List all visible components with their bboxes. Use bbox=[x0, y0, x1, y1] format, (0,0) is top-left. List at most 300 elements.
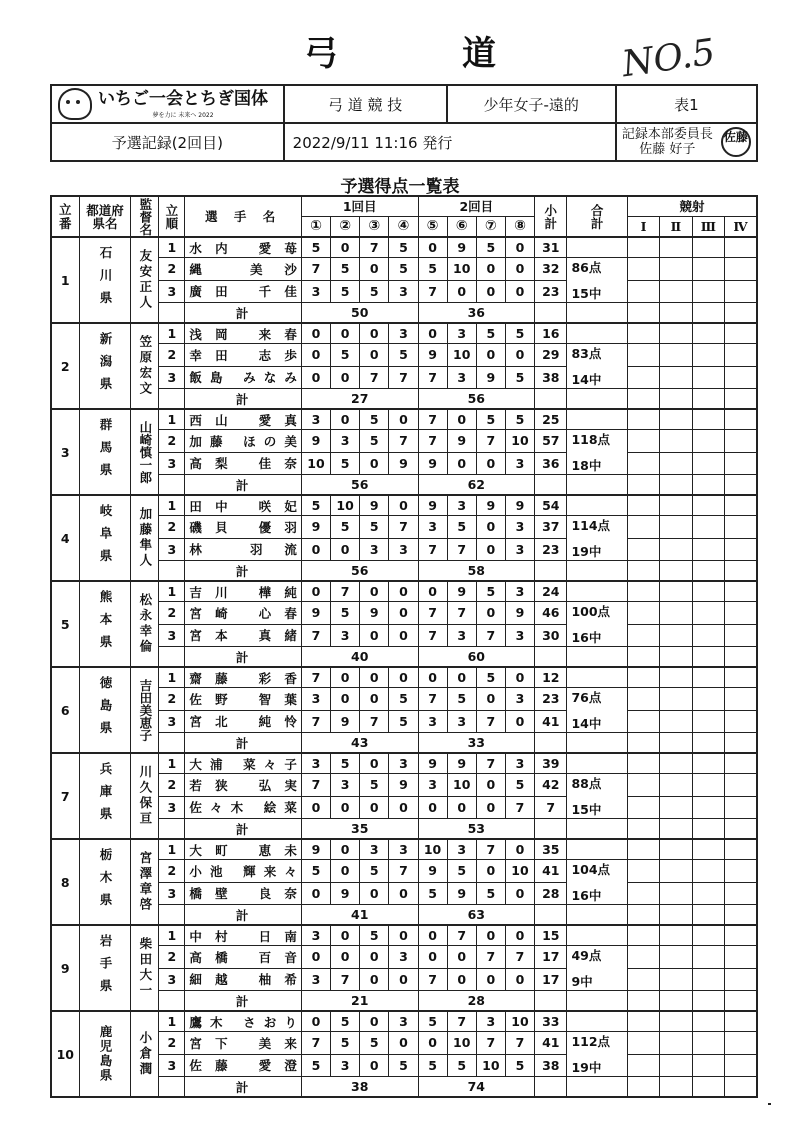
shot-score: 3 bbox=[389, 323, 418, 344]
player-order: 2 bbox=[159, 946, 185, 969]
shootoff-cell bbox=[725, 323, 757, 344]
shootoff-cell bbox=[660, 452, 692, 475]
shot-score: 9 bbox=[447, 237, 476, 258]
player-name: 佐野 智葉 bbox=[185, 688, 302, 711]
shot-score: 3 bbox=[505, 688, 534, 711]
shot-score: 0 bbox=[360, 796, 389, 819]
coach-name bbox=[131, 925, 159, 1011]
shot-score: 3 bbox=[301, 925, 330, 946]
team-total: 118点 bbox=[571, 432, 611, 447]
shootoff-cell bbox=[725, 475, 757, 496]
shootoff-cell bbox=[725, 538, 757, 561]
shot-score: 7 bbox=[389, 516, 418, 539]
shot-score: 3 bbox=[331, 774, 360, 797]
team-hits: 9中 bbox=[571, 974, 593, 989]
shootoff-cell bbox=[692, 258, 724, 281]
logo-cell bbox=[51, 85, 284, 123]
shot-score: 7 bbox=[476, 753, 505, 774]
shot-score: 0 bbox=[360, 452, 389, 475]
shootoff-cell bbox=[627, 581, 659, 602]
shot-score: 3 bbox=[389, 753, 418, 774]
prefecture-name-text: 岐阜県 bbox=[97, 504, 113, 572]
round2-sum: 36 bbox=[418, 303, 535, 324]
col-header-subtotal: 小計 bbox=[535, 196, 567, 237]
team-hits: 19中 bbox=[571, 544, 602, 559]
team-number: 3 bbox=[51, 409, 79, 495]
team-total-cell bbox=[567, 774, 627, 819]
shot-score: 5 bbox=[447, 688, 476, 711]
team-hits: 18中 bbox=[571, 458, 602, 473]
prefecture-name bbox=[79, 667, 131, 753]
team-total-blank bbox=[567, 753, 627, 774]
player-name: 吉川 樺純 bbox=[185, 581, 302, 602]
player-name: 西山 愛真 bbox=[185, 409, 302, 430]
shot-score: 7 bbox=[476, 839, 505, 860]
shot-score: 10 bbox=[447, 344, 476, 367]
shot-score: 0 bbox=[505, 882, 534, 905]
shot-score: 3 bbox=[389, 946, 418, 969]
shot-score: 3 bbox=[389, 280, 418, 303]
shot-score: 0 bbox=[301, 344, 330, 367]
shootoff-cell bbox=[660, 409, 692, 430]
sum-subtotal-blank bbox=[535, 475, 567, 496]
shootoff-cell bbox=[692, 430, 724, 453]
shootoff-header-2: Ⅱ bbox=[660, 217, 692, 238]
col-header-round1: 1回目 bbox=[301, 196, 418, 217]
shootoff-cell bbox=[692, 475, 724, 496]
shot-score: 9 bbox=[301, 430, 330, 453]
shootoff-cell bbox=[725, 237, 757, 258]
shot-score: 5 bbox=[418, 882, 447, 905]
player-subtotal: 39 bbox=[535, 753, 567, 774]
sum-order-blank bbox=[159, 303, 185, 324]
shootoff-cell bbox=[725, 602, 757, 625]
team-total: 104点 bbox=[571, 862, 611, 877]
prefecture-name-text: 新潟県 bbox=[97, 332, 113, 400]
sum-label: 計 bbox=[185, 819, 302, 840]
shootoff-cell bbox=[627, 733, 659, 754]
team-number: 5 bbox=[51, 581, 79, 667]
shot-score: 7 bbox=[447, 925, 476, 946]
shot-score: 7 bbox=[505, 946, 534, 969]
title-char-2: 道 bbox=[462, 34, 496, 74]
player-subtotal: 23 bbox=[535, 538, 567, 561]
shootoff-cell bbox=[660, 968, 692, 991]
shot-score: 0 bbox=[389, 409, 418, 430]
player-order: 2 bbox=[159, 774, 185, 797]
sum-total-blank bbox=[567, 1077, 627, 1098]
shot-score: 3 bbox=[447, 495, 476, 516]
sum-order-blank bbox=[159, 991, 185, 1012]
sum-order-blank bbox=[159, 475, 185, 496]
shootoff-cell bbox=[692, 667, 724, 688]
player-name: 若狭 弘実 bbox=[185, 774, 302, 797]
shootoff-cell bbox=[660, 602, 692, 625]
player-order: 3 bbox=[159, 280, 185, 303]
shootoff-header-3: Ⅲ bbox=[692, 217, 724, 238]
shootoff-cell bbox=[725, 774, 757, 797]
player-order: 2 bbox=[159, 1032, 185, 1055]
player-subtotal: 38 bbox=[535, 1054, 567, 1077]
shot-score: 5 bbox=[476, 581, 505, 602]
sum-total-blank bbox=[567, 475, 627, 496]
team-number: 2 bbox=[51, 323, 79, 409]
shootoff-cell bbox=[627, 753, 659, 774]
round2-sum: 58 bbox=[418, 561, 535, 582]
shot-score: 10 bbox=[447, 258, 476, 281]
shot-score: 5 bbox=[389, 258, 418, 281]
shootoff-cell bbox=[692, 1032, 724, 1055]
shot-score: 3 bbox=[447, 624, 476, 647]
player-subtotal: 25 bbox=[535, 409, 567, 430]
coach-name-text: 松永幸倫 bbox=[137, 593, 153, 655]
team-hits: 16中 bbox=[571, 888, 602, 903]
shot-score: 7 bbox=[476, 710, 505, 733]
player-name: 高梨 佳奈 bbox=[185, 452, 302, 475]
round1-sum: 50 bbox=[301, 303, 418, 324]
logo-subtext: 夢を力に 未来へ 2022 bbox=[152, 111, 214, 119]
round2-sum: 74 bbox=[418, 1077, 535, 1098]
shootoff-cell bbox=[660, 475, 692, 496]
player-subtotal: 7 bbox=[535, 796, 567, 819]
shot-score: 7 bbox=[301, 624, 330, 647]
player-subtotal: 42 bbox=[535, 774, 567, 797]
player-order: 2 bbox=[159, 860, 185, 883]
team-number: 6 bbox=[51, 667, 79, 753]
round2-sum: 56 bbox=[418, 389, 535, 410]
shot-score: 5 bbox=[447, 516, 476, 539]
sum-label: 計 bbox=[185, 647, 302, 668]
shot-score: 0 bbox=[389, 602, 418, 625]
team-total: 86点 bbox=[571, 260, 602, 275]
shootoff-cell bbox=[627, 819, 659, 840]
shot-score: 0 bbox=[360, 323, 389, 344]
team-number: 10 bbox=[51, 1011, 79, 1097]
shot-score: 3 bbox=[389, 538, 418, 561]
sum-subtotal-blank bbox=[535, 561, 567, 582]
shot-score: 3 bbox=[505, 624, 534, 647]
shootoff-cell bbox=[725, 1077, 757, 1098]
shot-score: 5 bbox=[360, 430, 389, 453]
shootoff-cell bbox=[692, 710, 724, 733]
shootoff-cell bbox=[627, 561, 659, 582]
shot-score: 5 bbox=[301, 495, 330, 516]
shot-score: 5 bbox=[389, 344, 418, 367]
shot-score: 3 bbox=[505, 452, 534, 475]
shot-score: 3 bbox=[418, 710, 447, 733]
shootoff-cell bbox=[660, 430, 692, 453]
player-name: 齋藤 彩香 bbox=[185, 667, 302, 688]
team-total-blank bbox=[567, 667, 627, 688]
round2-sum: 62 bbox=[418, 475, 535, 496]
coach-name bbox=[131, 1011, 159, 1097]
shot-score: 5 bbox=[360, 516, 389, 539]
round2-sum: 53 bbox=[418, 819, 535, 840]
shot-score: 3 bbox=[447, 710, 476, 733]
shot-score: 7 bbox=[331, 968, 360, 991]
sum-label: 計 bbox=[185, 475, 302, 496]
shot-header-2: ② bbox=[331, 217, 360, 238]
shot-score: 5 bbox=[331, 516, 360, 539]
sum-subtotal-blank bbox=[535, 389, 567, 410]
player-order: 2 bbox=[159, 258, 185, 281]
sum-order-blank bbox=[159, 905, 185, 926]
shootoff-cell bbox=[627, 237, 659, 258]
score-table bbox=[50, 195, 758, 1098]
shootoff-cell bbox=[692, 839, 724, 860]
prefecture-name-text: 鹿児島県 bbox=[97, 1025, 113, 1083]
shot-score: 0 bbox=[389, 624, 418, 647]
player-order: 3 bbox=[159, 796, 185, 819]
shot-score: 0 bbox=[418, 323, 447, 344]
shootoff-cell bbox=[627, 860, 659, 883]
team-total: 88点 bbox=[571, 776, 602, 791]
prefecture-name-text: 栃木県 bbox=[97, 848, 113, 916]
player-subtotal: 23 bbox=[535, 280, 567, 303]
shootoff-cell bbox=[627, 258, 659, 281]
shootoff-cell bbox=[725, 968, 757, 991]
shootoff-cell bbox=[660, 710, 692, 733]
col-header-round2: 2回目 bbox=[418, 196, 535, 217]
shot-score: 0 bbox=[389, 667, 418, 688]
shot-score: 5 bbox=[418, 1011, 447, 1032]
round1-sum: 27 bbox=[301, 389, 418, 410]
shootoff-cell bbox=[725, 925, 757, 946]
shot-score: 9 bbox=[389, 452, 418, 475]
shot-score: 5 bbox=[476, 237, 505, 258]
shot-score: 0 bbox=[505, 968, 534, 991]
shot-score: 0 bbox=[447, 409, 476, 430]
shot-score: 7 bbox=[331, 581, 360, 602]
team-total: 112点 bbox=[571, 1034, 611, 1049]
player-name: 高橋 百音 bbox=[185, 946, 302, 969]
shot-score: 5 bbox=[301, 1054, 330, 1077]
shot-score: 0 bbox=[476, 538, 505, 561]
player-name: 水内 愛苺 bbox=[185, 237, 302, 258]
player-order: 3 bbox=[159, 538, 185, 561]
shot-score: 5 bbox=[447, 1054, 476, 1077]
coach-name-text: 友安正人 bbox=[137, 249, 153, 311]
shootoff-cell bbox=[692, 733, 724, 754]
round2-sum: 60 bbox=[418, 647, 535, 668]
round2-sum: 63 bbox=[418, 905, 535, 926]
shot-score: 9 bbox=[505, 602, 534, 625]
shot-score: 0 bbox=[360, 624, 389, 647]
sum-subtotal-blank bbox=[535, 303, 567, 324]
team-number: 1 bbox=[51, 237, 79, 323]
shot-score: 10 bbox=[505, 860, 534, 883]
sum-label: 計 bbox=[185, 303, 302, 324]
shot-score: 0 bbox=[418, 581, 447, 602]
team-total: 114点 bbox=[571, 518, 611, 533]
logo-text: いちご一会とちぎ国体 bbox=[98, 88, 268, 109]
shot-score: 0 bbox=[360, 753, 389, 774]
player-order: 3 bbox=[159, 968, 185, 991]
shootoff-cell bbox=[660, 366, 692, 389]
shot-score: 0 bbox=[505, 258, 534, 281]
team-total-cell bbox=[567, 860, 627, 905]
header-table bbox=[50, 84, 758, 162]
player-subtotal: 41 bbox=[535, 860, 567, 883]
shootoff-cell bbox=[692, 581, 724, 602]
coach-name bbox=[131, 323, 159, 409]
shootoff-cell bbox=[692, 323, 724, 344]
shot-score: 0 bbox=[389, 796, 418, 819]
round2-sum: 28 bbox=[418, 991, 535, 1012]
shot-score: 7 bbox=[505, 1032, 534, 1055]
shootoff-cell bbox=[692, 624, 724, 647]
shot-score: 0 bbox=[331, 538, 360, 561]
shot-score: 5 bbox=[331, 258, 360, 281]
shootoff-cell bbox=[725, 647, 757, 668]
shootoff-cell bbox=[692, 647, 724, 668]
team-total-cell bbox=[567, 602, 627, 647]
shootoff-cell bbox=[692, 1077, 724, 1098]
shootoff-cell bbox=[660, 581, 692, 602]
shootoff-cell bbox=[660, 688, 692, 711]
shot-header-3: ③ bbox=[360, 217, 389, 238]
shootoff-cell bbox=[627, 280, 659, 303]
shot-score: 3 bbox=[331, 1054, 360, 1077]
shootoff-cell bbox=[725, 688, 757, 711]
shot-score: 9 bbox=[360, 602, 389, 625]
shootoff-cell bbox=[660, 538, 692, 561]
round1-sum: 35 bbox=[301, 819, 418, 840]
team-total-cell bbox=[567, 430, 627, 475]
handwritten-number: NO.5 bbox=[619, 31, 718, 86]
shootoff-cell bbox=[692, 452, 724, 475]
coach-name-text: 山崎慎一郎 bbox=[137, 420, 153, 484]
sum-label: 計 bbox=[185, 561, 302, 582]
title-char-1: 弓 bbox=[304, 34, 338, 74]
shot-score: 5 bbox=[505, 323, 534, 344]
shootoff-cell bbox=[692, 303, 724, 324]
shootoff-cell bbox=[627, 602, 659, 625]
shootoff-cell bbox=[692, 991, 724, 1012]
shot-score: 0 bbox=[301, 366, 330, 389]
shot-score: 3 bbox=[418, 516, 447, 539]
sum-order-blank bbox=[159, 647, 185, 668]
round1-sum: 21 bbox=[301, 991, 418, 1012]
shot-score: 0 bbox=[301, 581, 330, 602]
table-row bbox=[51, 581, 757, 602]
shot-score: 0 bbox=[331, 688, 360, 711]
shot-score: 0 bbox=[360, 667, 389, 688]
prefecture-name bbox=[79, 409, 131, 495]
team-total: 83点 bbox=[571, 346, 602, 361]
official-cell bbox=[616, 123, 757, 161]
sum-subtotal-blank bbox=[535, 905, 567, 926]
shot-score: 0 bbox=[476, 688, 505, 711]
shot-score: 10 bbox=[447, 1032, 476, 1055]
shootoff-cell bbox=[725, 495, 757, 516]
player-name: 佐藤 愛澄 bbox=[185, 1054, 302, 1077]
prefecture-name-text: 石川県 bbox=[97, 246, 113, 314]
shootoff-cell bbox=[725, 366, 757, 389]
shot-score: 0 bbox=[360, 581, 389, 602]
team-hits: 15中 bbox=[571, 802, 602, 817]
team-total-cell bbox=[567, 1032, 627, 1077]
team-hits: 14中 bbox=[571, 372, 602, 387]
shot-score: 3 bbox=[476, 1011, 505, 1032]
shot-score: 0 bbox=[505, 839, 534, 860]
team-total-cell bbox=[567, 688, 627, 733]
sum-total-blank bbox=[567, 303, 627, 324]
shootoff-cell bbox=[725, 991, 757, 1012]
shot-score: 7 bbox=[418, 430, 447, 453]
shot-score: 7 bbox=[389, 860, 418, 883]
shootoff-cell bbox=[725, 667, 757, 688]
shot-score: 0 bbox=[476, 774, 505, 797]
sum-order-blank bbox=[159, 819, 185, 840]
player-order: 1 bbox=[159, 753, 185, 774]
shot-score: 0 bbox=[389, 925, 418, 946]
sum-subtotal-blank bbox=[535, 991, 567, 1012]
shot-score: 7 bbox=[476, 624, 505, 647]
shot-score: 5 bbox=[301, 237, 330, 258]
shot-score: 3 bbox=[447, 839, 476, 860]
shot-score: 5 bbox=[505, 774, 534, 797]
shot-score: 0 bbox=[331, 946, 360, 969]
shootoff-cell bbox=[627, 624, 659, 647]
team-number: 9 bbox=[51, 925, 79, 1011]
shot-score: 0 bbox=[505, 237, 534, 258]
shot-score: 0 bbox=[360, 1011, 389, 1032]
shot-score: 7 bbox=[418, 366, 447, 389]
prefecture-name-text: 群馬県 bbox=[97, 418, 113, 486]
player-name: 細越 柚希 bbox=[185, 968, 302, 991]
sum-label: 計 bbox=[185, 1077, 302, 1098]
shot-score: 9 bbox=[447, 753, 476, 774]
shot-score: 0 bbox=[360, 968, 389, 991]
shot-score: 5 bbox=[505, 1054, 534, 1077]
coach-name-text: 柴田大一 bbox=[137, 937, 153, 999]
shot-score: 5 bbox=[505, 409, 534, 430]
shot-score: 5 bbox=[418, 1054, 447, 1077]
shot-score: 10 bbox=[301, 452, 330, 475]
coach-name bbox=[131, 409, 159, 495]
shootoff-cell bbox=[725, 1032, 757, 1055]
shot-score: 5 bbox=[331, 602, 360, 625]
shot-score: 0 bbox=[331, 366, 360, 389]
player-subtotal: 35 bbox=[535, 839, 567, 860]
coach-name-text: 川久保亘 bbox=[137, 765, 153, 827]
shot-score: 7 bbox=[418, 624, 447, 647]
shootoff-cell bbox=[725, 1054, 757, 1077]
shootoff-cell bbox=[660, 753, 692, 774]
shootoff-cell bbox=[627, 452, 659, 475]
shot-score: 0 bbox=[418, 925, 447, 946]
shootoff-cell bbox=[725, 516, 757, 539]
shot-score: 7 bbox=[301, 1032, 330, 1055]
player-subtotal: 36 bbox=[535, 452, 567, 475]
shot-score: 9 bbox=[331, 882, 360, 905]
shot-score: 9 bbox=[418, 452, 447, 475]
player-order: 3 bbox=[159, 1054, 185, 1077]
shootoff-cell bbox=[692, 905, 724, 926]
player-name: 宮北 純怜 bbox=[185, 710, 302, 733]
shot-score: 0 bbox=[505, 925, 534, 946]
player-order: 2 bbox=[159, 516, 185, 539]
team-hits: 16中 bbox=[571, 630, 602, 645]
shot-score: 3 bbox=[301, 688, 330, 711]
shootoff-cell bbox=[660, 624, 692, 647]
player-subtotal: 37 bbox=[535, 516, 567, 539]
shootoff-cell bbox=[627, 839, 659, 860]
coach-name-text: 吉田美恵子 bbox=[137, 678, 153, 742]
shot-score: 0 bbox=[418, 946, 447, 969]
shootoff-cell bbox=[627, 1032, 659, 1055]
